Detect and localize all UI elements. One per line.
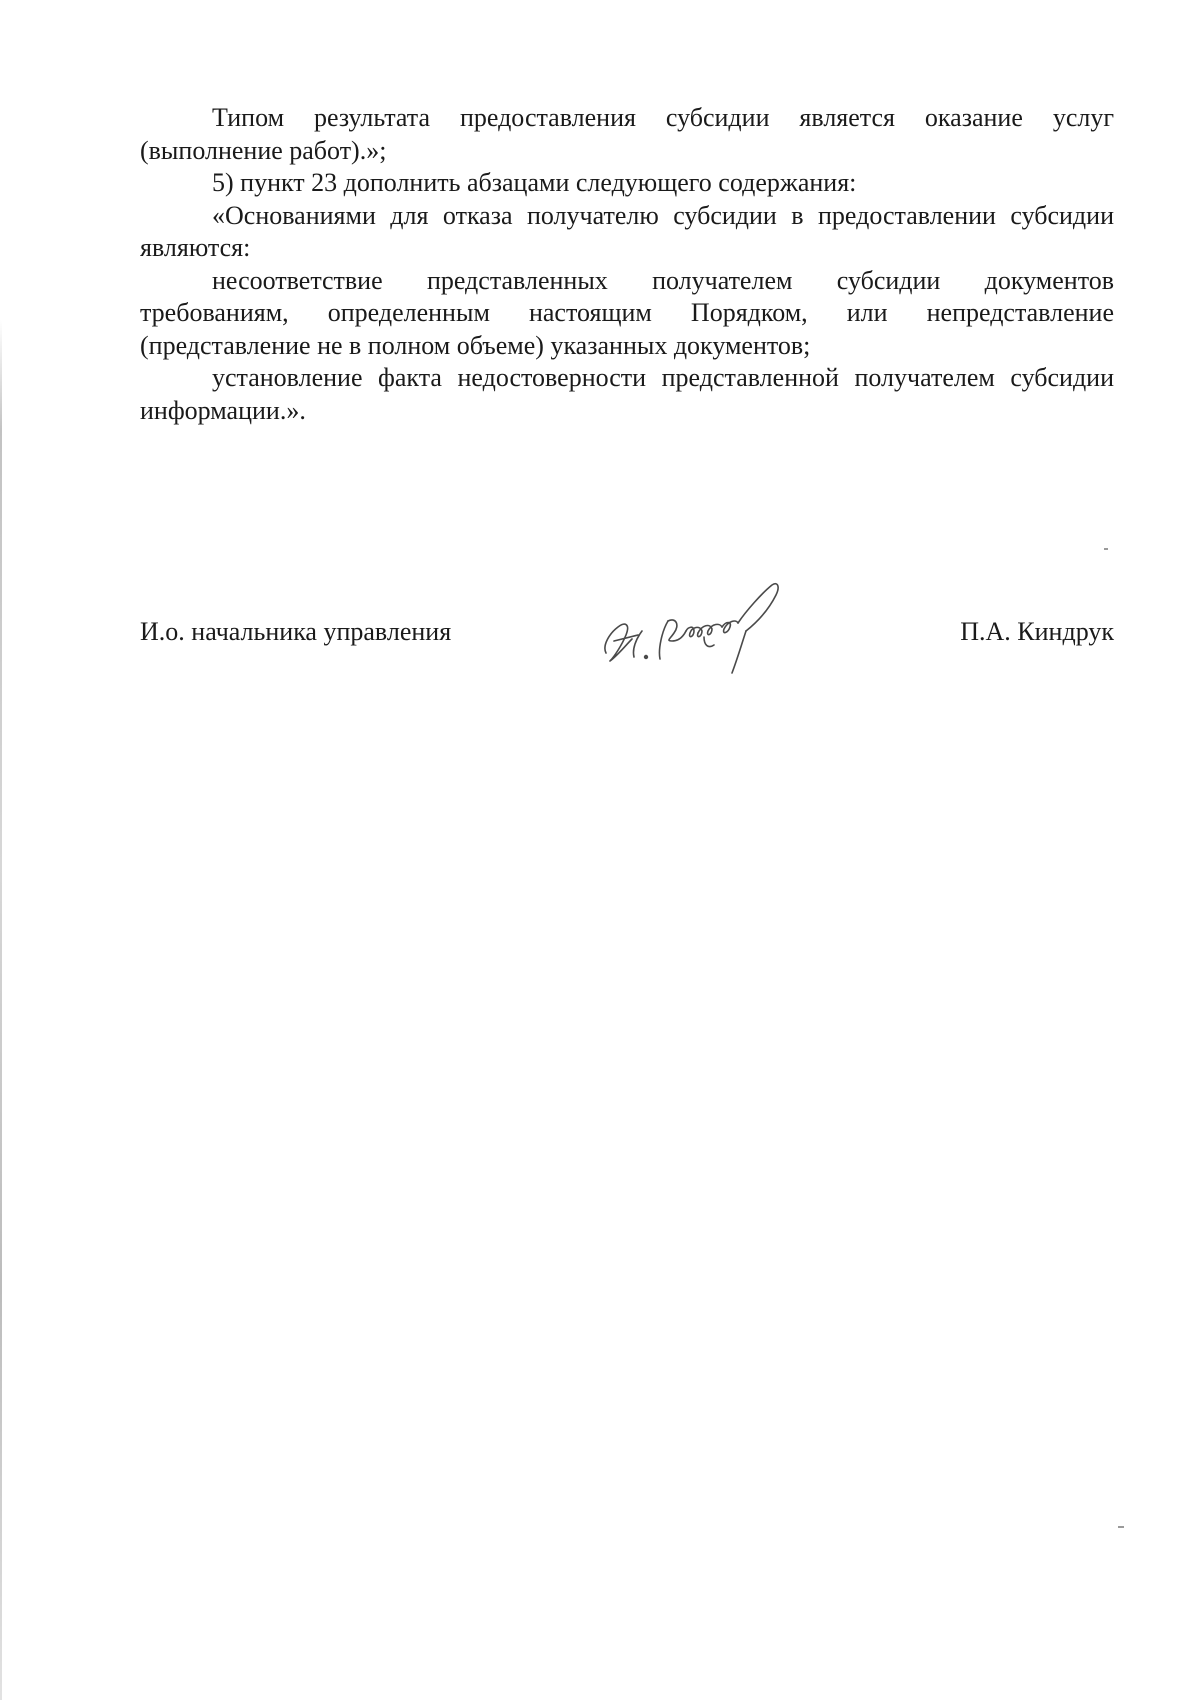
paragraph-false-information: установление факта недостоверности представленной получателем субсидии информации.». [140, 363, 1114, 425]
paragraph-refusal-grounds: «Основаниями для отказа получателю субсидии в предоставлении субсидии являются: [140, 200, 1114, 262]
paragraph-item-5: 5) пункт 23 дополнить абзацами следующего содержания: [212, 168, 857, 197]
paragraph-documents-mismatch: несоответствие представленных получателем субсидии документов требованиям, определенным настоящим Порядком, или непредставление (представление не в полном объеме) указанных документов; [140, 265, 1114, 360]
signatory-position: И.о. начальника управления [140, 617, 452, 646]
scan-speck [1118, 1526, 1124, 1528]
handwritten-signature [596, 565, 826, 685]
scan-speck [1104, 548, 1108, 550]
document-body [140, 102, 1114, 427]
scan-edge [0, 320, 2, 1700]
paragraph-result-type: Типом результата предоставления субсидии является оказание услуг (выполнение работ).»; [140, 103, 1114, 165]
signatory-name: П.А. Киндрук [960, 617, 1114, 646]
